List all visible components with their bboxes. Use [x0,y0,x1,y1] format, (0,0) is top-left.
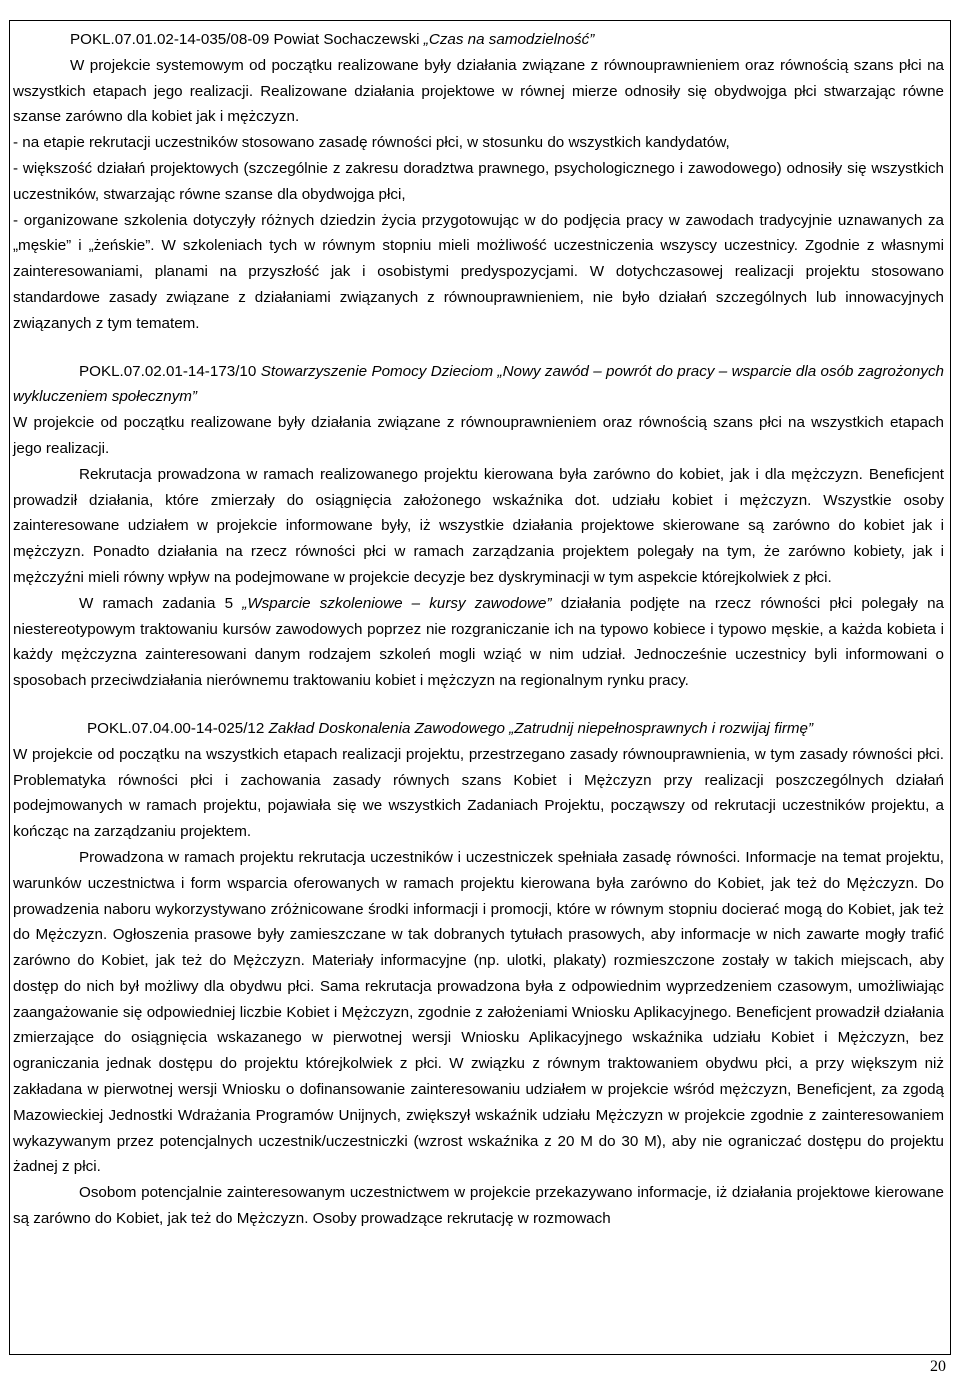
bullet-paragraph: - organizowane szkolenia dotyczyły różnych dziedzin życia przygotowując w do podjęcia pracy w zawodach tradycyjnie uznawanych za „męskie” i „żeńskie”. W szkoleniach tych w równym stopniu mieli możliwość uczestniczenia wszyscy uczestnicy. Zgodnie z własnymi zainteresowaniami, planami na przyszłość jak i osobistymi predyspozycjami. W dotychczasowej realizacji projektu stosowano standardowe zasady związane z działaniami związanych z równouprawnieniem, nie było działań szczególnych lub innowacyjnych związanych z tym tematem. [13,211,944,332]
paragraph [13,591,944,694]
page-number: 20 [930,1358,946,1375]
bullet-paragraph: - większość działań projektowych (szczególnie z zakresu doradztwa prawnego, psychologicznego i zawodowego) odnosiły się wszystkich uczestników, stwarzając równe szanse dla obydwojga płci, [13,159,944,203]
paragraph-text: działania podjęte na rzecz równości płci polegały na niestereotypowym traktowaniu kursów zawodowych poprzez nie rozgraniczanie ich na typowo kobiece i typowo męskie, a każda kobieta i każdy mężczyzna zainteresowani danym rodzajem szkoleń mogli wziąć w nim udział. Jednocześnie uczestnicy byli informowani o sposobach przeciwdziałania nierównemu traktowaniu kobiet i mężczyzn na regionalnym rynku pracy. [13,594,944,690]
section-3-heading [13,716,944,742]
bullet-paragraph: - na etapie rekrutacji uczestników stosowano zasadę równości płci, w stosunku do wszystkich kandydatów, [13,134,730,152]
paragraph: Prowadzona w ramach projektu rekrutacja uczestników i uczestniczek spełniała zasadę równości. Informacje na temat projektu, warunków uczestnictwa i form wsparcia oferowanych w ramach projektu kierowana była zarówno do Kobiet, jak też do Mężczyzn. Do prowadzenia naboru wykorzystywano zróżnicowane środki informacji i promocji, które w równym stopniu docierać mogą do Kobiet, jak też do Mężczyzn. Ogłoszenia prasowe były zamieszczane w tak dobranych tytułach prasowych, aby informacje w nich zawarte mogły trafić zarówno do Kobiet, jak też do Mężczyzn. Materiały informacyjne (np. ulotki, plakaty) rozmieszczone zostały w takich miejscach, aby dostęp do nich był możliwy dla obydwu płci. Sama rekrutacja prowadzona była z odpowiednim wyprzedzeniem czasowym, umożliwiając zaangażowanie się odpowiedniej liczbie Kobiet i Mężczyzn, zgodnie z założeniami Wniosku Aplikacyjnego. Beneficjent prowadził działania zmierzające do osiągnięcia wskazanego w pierwotnej wersji Wniosku Aplikacyjnego wskaźnika udziału Kobiet i Mężczyzn, bez ograniczania jednak dostępu do projektu którejkolwiek z płci. W związku z równym traktowaniem obydwu płci, a przy większym niż zakładana w pierwotnej wersji Wniosku o dofinansowanie zainteresowaniu udziałem w projekcie wśród mężczyzn, Beneficjent, za zgodą Mazowieckiej Jednostki Wdrażania Programów Unijnych, zwiększył wskaźnik udziału Mężczyzn w projekcie zgodnie z zainteresowaniem wykazywanym przez potencjalnych uczestnik/uczestniczki (wzrost wskaźnika z 20 M do 30 M), aby nie ograniczać dostępu do projektu żadnej z płci. [13,848,944,1176]
page-frame [9,20,951,1355]
paragraph: Osobom potencjalnie zainteresowanym uczestnictwem w projekcie przekazywano informacje, iż działania projektowe kierowane są zarówno do Kobiet, jak też do Mężczyzn. Osoby prowadzące rekrutację w rozmowach [13,1184,944,1228]
paragraph: W projekcie od początku na wszystkich etapach realizacji projektu, przestrzegano zasady równouprawnienia, w tym zasady równości płci. Problematyka równości płci i zachowania zasady równych szans Kobiet i Mężczyzn przy realizacji poszczególnych działań podejmowanych w ramach projektu, pojawiała się we wszystkich Zadaniach Projektu, począwszy od rekrutacji uczestników projektu, a kończąc na zarządzaniu projektem. [13,745,944,841]
project-title: Zakład Doskonalenia Zawodowego „Zatrudnij niepełnosprawnych i rozwijaj firmę” [268,719,814,737]
task-title: „Wsparcie szkoleniowe – kursy zawodowe” [242,594,552,612]
document-body [10,21,950,1232]
project-title: „Czas na samodzielność” [423,31,595,48]
paragraph: W projekcie systemowym od początku realizowane były działania związane z równouprawnieniem oraz równością szans płci na wszystkich etapach jego realizacji. Realizowane działania projektowe w równej mierze odnosiły się obydwojga płci stwarzając równe szanse zarówno dla kobiet jak i mężczyzn. [13,56,944,126]
paragraph: Rekrutacja prowadzona w ramach realizowanego projektu kierowana była zarówno do kobiet, jak i dla mężczyzn. Beneficjent prowadził działania, które zmierzały do osiągnięcia założonego wskaźnika dot. udziału kobiet i mężczyzn. Wszystkie osoby zainteresowane udziałem w projekcie informowane były, iż wszystkie działania projektowe skierowane są zarówno do kobiet jak i mężczyzn. Ponadto działania na rzecz równości płci w ramach zarządzania projektem polegały na tym, że zarówno kobiety, jak i mężczyźni mieli równy wpływ na podejmowane w projekcie decyzje bez dyskryminacji w tym aspekcie którejkolwiek z płci. [13,465,944,586]
paragraph-text: W ramach zadania 5 [79,594,234,612]
project-code: POKL.07.04.00-14-025/12 [87,719,265,737]
project-code: POKL.07.01.02-14-035/08-09 [70,31,270,48]
section-1-heading [13,27,944,53]
paragraph: W projekcie od początku realizowane były działania związane z równouprawnieniem oraz równością szans płci na wszystkich etapach jego realizacji. [13,414,944,457]
project-title: Stowarzyszenie Pomocy Dzieciom „Nowy zawód – powrót do pracy – wsparcie dla osób zagrożonych wykluczeniem społecznym” [13,362,944,406]
section-2-heading [13,359,944,411]
project-code: POKL.07.02.01-14-173/10 [79,362,257,380]
beneficiary-name: Powiat Sochaczewski [273,31,420,48]
